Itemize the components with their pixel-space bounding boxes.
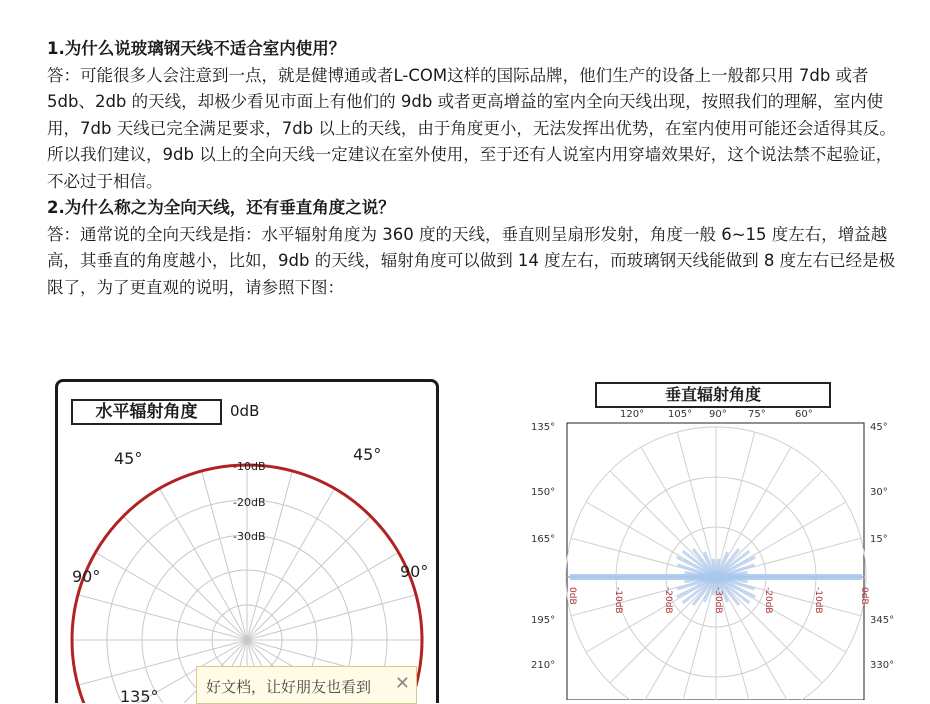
- horizontal-pattern-figure: [55, 379, 439, 703]
- grid-spoke: [716, 471, 822, 577]
- grid-spoke: [95, 553, 247, 641]
- vertical-top-label: 105°: [668, 409, 693, 420]
- vertical-left-label: 210°: [531, 660, 556, 671]
- vertical-figure-title: 垂直辐射角度: [595, 382, 831, 408]
- question-2-answer: 答：通常说的全向天线是指：水平辐射角度为 360 度的天线，垂直则呈扇形发射，角度一般 6~15 度左右，增益越高，其垂直的角度越小，比如，9db 的天线，辐射角度可以做到 14 度左右，而玻璃钢天线能做到 8 度左右已经是极限了，为了更直观的说明，请参照下图：: [47, 224, 896, 297]
- grid-spoke: [247, 516, 371, 640]
- grid-spoke: [160, 488, 248, 640]
- share-popup[interactable]: [196, 666, 417, 704]
- vertical-db-label: 0dB: [567, 587, 577, 605]
- grid-spoke: [610, 471, 716, 577]
- vertical-left-label: 150°: [531, 487, 556, 498]
- question-1-answer: 答：可能很多人会注意到一点，就是健博通或者L-COM这样的国际品牌，他们生产的设备上一般都只用 7db 或者 5db、2db 的天线，却极少看见市面上有他们的 9db 或者更高增益的室内全向天线出现，按照我们的理解，室内使用，7db 天线已完全满足要求，7db 以上的天线，由于角度更小，无法发挥出优势，在室内使用可能还会适得其反。所以我们建议，9db 以上的全向天线一定建议在室外使用，至于还有人说室内用穿墙效果好，这个说法禁不起验证，不必过于相信。: [47, 65, 896, 191]
- share-popup-text: 好文档，让好朋友也看到: [206, 678, 372, 696]
- vertical-top-label: 60°: [795, 409, 813, 420]
- vertical-db-label: -10dB: [813, 587, 823, 614]
- vertical-top-label: 120°: [620, 409, 645, 420]
- grid-spoke: [247, 488, 335, 640]
- vertical-left-label: 195°: [531, 615, 556, 626]
- vertical-right-label: 15°: [870, 534, 888, 545]
- horizontal-figure-title: 水平辐射角度: [71, 399, 222, 425]
- grid-spoke: [247, 553, 399, 641]
- grid-spoke: [610, 577, 716, 683]
- vertical-right-label: 345°: [870, 615, 895, 626]
- ring-label: -30dB: [233, 530, 266, 543]
- vertical-pattern-figure: [520, 380, 900, 700]
- vertical-right-label: 330°: [870, 660, 895, 671]
- ring-label: -20dB: [233, 496, 266, 509]
- grid-spoke: [78, 595, 247, 640]
- question-1-title: 1.为什么说玻璃钢天线不适合室内使用？: [47, 39, 346, 58]
- vertical-right-label: 45°: [870, 422, 888, 433]
- vertical-main-beam: [570, 574, 862, 580]
- vertical-top-label: 75°: [748, 409, 766, 420]
- grid-spoke: [123, 516, 247, 640]
- close-icon[interactable]: ✕: [394, 673, 410, 694]
- vertical-polar-plot: [520, 380, 900, 700]
- ring-label: -10dB: [233, 460, 266, 473]
- angle-label: 90°: [72, 567, 101, 586]
- angle-label: 45°: [353, 445, 382, 464]
- angle-label: 135°: [120, 687, 159, 703]
- vertical-db-label: -20dB: [763, 587, 773, 614]
- vertical-left-label: 165°: [531, 534, 556, 545]
- vertical-db-label: -10dB: [613, 587, 623, 614]
- horizontal-polar-plot: [58, 382, 436, 703]
- vertical-top-label: 90°: [709, 409, 727, 420]
- vertical-right-label: 30°: [870, 487, 888, 498]
- article-body: [47, 36, 897, 301]
- vertical-db-label: -30dB: [713, 587, 723, 614]
- angle-label: 45°: [114, 449, 143, 468]
- question-2-title: 2.为什么称之为全向天线，还有垂直角度之说？: [47, 198, 395, 217]
- horizontal-figure-unit: 0dB: [230, 402, 260, 420]
- angle-label: 90°: [400, 562, 429, 581]
- vertical-db-label: 0dB: [859, 587, 869, 605]
- vertical-db-label: -20dB: [663, 587, 673, 614]
- grid-spoke: [247, 595, 416, 640]
- vertical-left-label: 135°: [531, 422, 556, 433]
